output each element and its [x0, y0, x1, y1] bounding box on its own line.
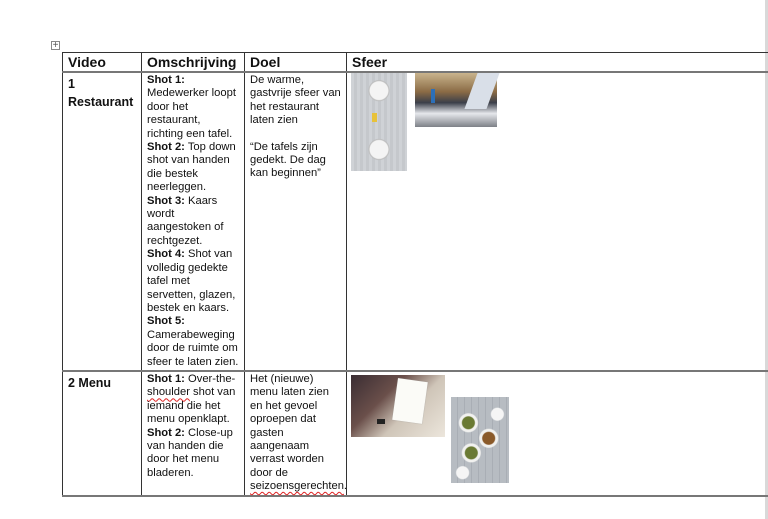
sfeer-images: [351, 73, 768, 370]
paragraph-spacer: [250, 128, 341, 141]
sfeer-cell: [347, 72, 768, 371]
shot-text: Kaars wordt aangestoken of rechtgezet.: [147, 194, 224, 247]
shot-item: [147, 248, 239, 315]
header-sfeer: Sfeer: [347, 53, 768, 73]
header-omschrijving: Omschrijving: [142, 53, 245, 73]
shot-label: Shot 2:: [147, 426, 185, 439]
shot-label: Shot 4:: [147, 248, 185, 261]
omschrijving-cell: [142, 72, 245, 371]
doel-text: De warme, gastvrije sfeer van het restaurant laten zien: [250, 74, 341, 127]
doel-quote: “De tafels zijn gedekt. De dag kan beginnen”: [250, 140, 326, 180]
video-cell: [63, 72, 142, 371]
shot-item: [147, 195, 239, 249]
table-header-row: [63, 53, 768, 73]
header-video: Video: [63, 53, 142, 73]
shot-item: [147, 373, 239, 427]
shot-text: Top down shot van handen die bestek neerleggen.: [147, 141, 236, 194]
shot-item: [147, 141, 239, 195]
food-table-photo[interactable]: [451, 397, 509, 483]
header-doel: Doel: [245, 53, 347, 73]
shot-label: Shot 1:: [147, 372, 185, 385]
shot-text: shot van iemand die het menu openklapt.: [147, 386, 236, 426]
menu-reading-photo[interactable]: [351, 375, 445, 437]
shot-label: Shot 2:: [147, 141, 185, 154]
doel-text-part: Het (nieuwe) menu laten zien en het gevoel oproepen dat gasten aangenaam verrast worden door de: [250, 372, 329, 479]
shot-label: Shot 5:: [147, 315, 185, 328]
table-row: [63, 371, 768, 496]
spellcheck-word[interactable]: shoulder: [147, 386, 190, 399]
spellcheck-word[interactable]: seizoensgerechten: [250, 480, 344, 493]
storyboard-table: [62, 52, 768, 497]
shot-label: Shot 3:: [147, 194, 185, 207]
table-setting-photo[interactable]: [351, 73, 407, 171]
doel-text: [250, 372, 348, 494]
table-row: [63, 72, 768, 371]
shot-text: Over-the-: [188, 372, 236, 385]
sfeer-images: [351, 372, 768, 495]
shot-item: [147, 427, 239, 481]
video-number: 1: [68, 77, 75, 91]
sfeer-cell: [347, 371, 768, 496]
restaurant-staff-photo[interactable]: [415, 73, 497, 127]
shot-item: [147, 74, 239, 141]
shot-text: Camerabeweging door de ruimte om sfeer te laten zien.: [147, 328, 239, 368]
shot-item: [147, 315, 239, 369]
doel-cell: [245, 72, 347, 371]
shot-label: Shot 1:: [147, 74, 185, 86]
shot-text: Medewerker loopt door het restaurant, richting een tafel.: [147, 87, 236, 140]
table-move-handle-icon[interactable]: [51, 41, 60, 50]
video-title: 2 Menu: [68, 375, 112, 390]
shot-text: Close-up van handen die door het menu bladeren.: [147, 426, 233, 479]
doel-text-part: .: [343, 480, 348, 493]
video-title: Restaurant: [68, 95, 134, 109]
doel-cell: [245, 371, 347, 496]
shot-text: Shot van volledig gedekte tafel met servetten, glazen, bestek en kaars.: [147, 248, 236, 314]
video-cell: [63, 371, 142, 496]
omschrijving-cell: [142, 371, 245, 496]
